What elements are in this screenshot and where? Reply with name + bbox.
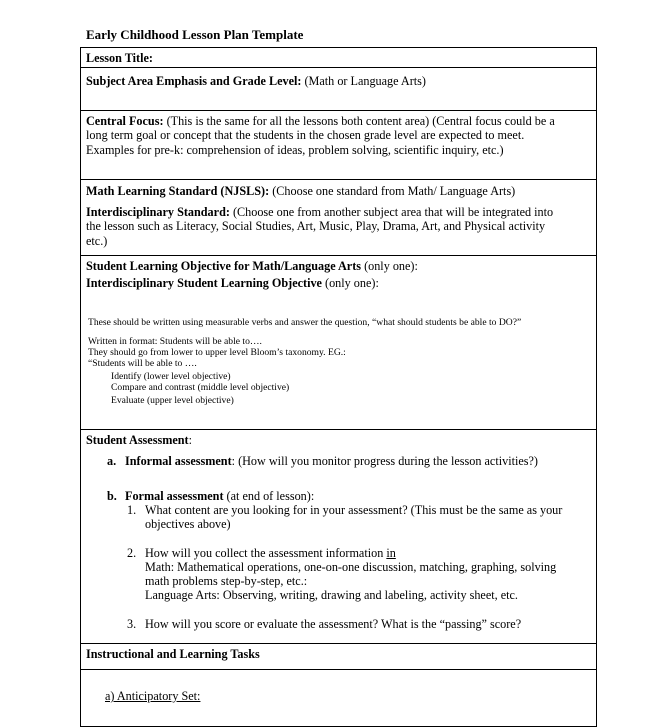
question-text: How will you score or evaluate the assessment? What is the “passing” score? [145, 617, 522, 631]
row-divider [80, 110, 597, 111]
interdisciplinary-standard-line: etc.) [86, 234, 108, 248]
formal-assessment-marker: b. [107, 489, 117, 503]
slo-field: Student Learning Objective for Math/Language Arts (only one): [86, 259, 418, 273]
question-number: 1. [127, 503, 137, 517]
lesson-title-label: Lesson Title: [86, 51, 153, 65]
slo-label: Student Learning Objective for Math/Language Arts [86, 259, 362, 273]
interdisciplinary-standard-label: Interdisciplinary Standard: [86, 205, 230, 219]
question-text: Math: Mathematical operations, one-on-one discussion, matching, graphing, solving [145, 560, 557, 574]
row-divider [80, 255, 597, 256]
central-focus-line: Examples for pre-k: comprehension of ideas, problem solving, scientific inquiry, etc.) [86, 143, 504, 157]
question-text: How will you collect the assessment information in [145, 546, 396, 560]
central-focus-field: Central Focus: (This is the same for all the lessons both content area) (Central focus could be a [86, 114, 555, 128]
informal-assessment-marker: a. [107, 454, 117, 468]
question-number: 2. [127, 546, 137, 560]
interdisciplinary-standard-line: the lesson such as Literacy, Social Studies, Art, Music, Play, Drama, Art, and Physical activity [86, 219, 546, 233]
assessment-heading: Student Assessment: [86, 433, 192, 447]
objective-note: They should go from lower to upper level Bloom’s taxonomy. EG.: [88, 347, 346, 358]
row-divider [80, 643, 597, 644]
question-text: Language Arts: Observing, writing, drawing and labeling, activity sheet, etc. [145, 588, 518, 602]
interdisciplinary-standard-field: Interdisciplinary Standard: (Choose one from another subject area that will be integrated into [86, 205, 554, 219]
objective-note: These should be written using measurable verbs and answer the question, “what should students be able to DO?” [88, 317, 522, 328]
informal-assessment-label: Informal assessment [125, 454, 232, 468]
question-text: What content are you looking for in your assessment? (This must be the same as your [145, 503, 563, 517]
document-title: Early Childhood Lesson Plan Template [86, 27, 304, 42]
row-divider [80, 429, 597, 430]
math-standard-field: Math Learning Standard (NJSLS): (Choose one standard from Math/ Language Arts) [86, 184, 516, 198]
subject-area-text: (Math or Language Arts) [304, 74, 426, 88]
objective-note: “Students will be able to …. [88, 358, 197, 369]
math-standard-label: Math Learning Standard (NJSLS): [86, 184, 270, 198]
central-focus-line: long term goal or concept that the students in the chosen grade level are expected to meet. [86, 128, 525, 142]
islo-label: Interdisciplinary Student Learning Objective [86, 276, 322, 290]
instructional-heading: Instructional and Learning Tasks [86, 647, 260, 661]
row-divider [80, 179, 597, 180]
objective-level: Evaluate (upper level objective) [111, 395, 234, 406]
subject-area-label: Subject Area Emphasis and Grade Level: [86, 74, 302, 88]
question-text: math problems step-by-step, etc.: [145, 574, 308, 588]
row-divider [80, 669, 597, 670]
row-divider [80, 67, 597, 68]
subject-area-field [86, 73, 426, 89]
question-number: 3. [127, 617, 137, 631]
objective-note: Written in format: Students will be able to…. [88, 336, 262, 347]
formal-assessment-field: Formal assessment (at end of lesson): [125, 489, 315, 503]
question-text: objectives above) [145, 517, 231, 531]
anticipatory-set-label: a) Anticipatory Set: [105, 689, 201, 703]
central-focus-label: Central Focus: [86, 114, 164, 128]
islo-field: Interdisciplinary Student Learning Objective (only one): [86, 276, 379, 290]
objective-level: Identify (lower level objective) [111, 371, 231, 382]
formal-assessment-label: Formal assessment [125, 489, 224, 503]
informal-assessment-field: Informal assessment: (How will you monitor progress during the lesson activities?) [125, 454, 538, 468]
objective-level: Compare and contrast (middle level objective) [111, 382, 290, 393]
